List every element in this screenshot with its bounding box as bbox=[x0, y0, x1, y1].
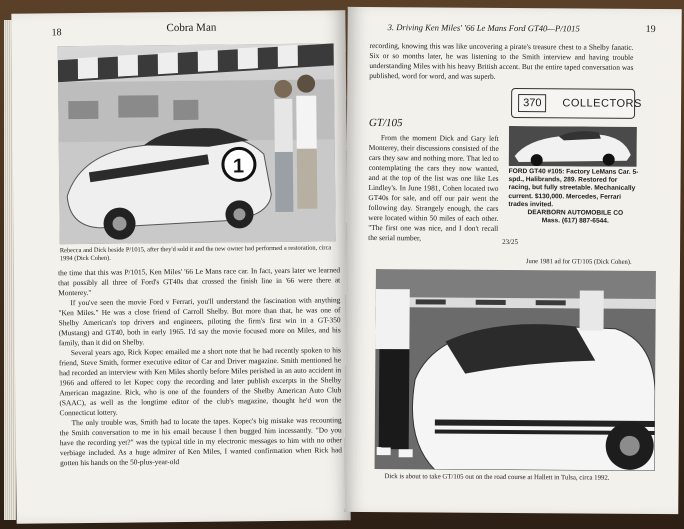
right-page bbox=[344, 7, 682, 514]
ad-line: spd., Halibrands, 289. Restored for bbox=[508, 176, 618, 184]
gt105-track-illustration bbox=[375, 269, 656, 471]
ad-section-number: 370 bbox=[518, 94, 546, 112]
left-paragraph: Several years ago, Rick Kopec emailed me a short note that he had recently spoken to his friend, Steve Smith, former executive editor of Car and Driver magazine. Smith mentioned he had recorded an interview with Ken Miles shortly before Miles perished in an auto accident in 1966 and offered to let Kopec copy the recording and later publish excerpts in the Shelby American magazine. Rick, who is one of the founders of the Shelby American Auto Club (SAAC), as well as the longtime editor of the club's magazine, thought he'd won the Connecticut lottery. bbox=[58, 345, 342, 418]
gt105-track-photo bbox=[375, 269, 656, 471]
left-body-text bbox=[58, 265, 342, 468]
ad-code: 23/25 bbox=[502, 237, 519, 247]
right-paragraph: recording, knowing this was like uncovering a pirate's treasure chest to a Shelby fanatic. Six or so months later, he was listening to the Smith interview and having trouble understanding Miles with his heavy British accent. But the entire taped conversation was published, word for word, and was superb. bbox=[369, 40, 634, 81]
right-section-text bbox=[368, 133, 499, 244]
ad-line: trades invited. bbox=[508, 200, 554, 209]
right-running-head: 3. Driving Ken Miles' '66 Le Mans Ford GT40—P/1015 bbox=[387, 22, 580, 34]
right-paragraph: From the moment Dick and Gary left Monterey, their discussions consisted of the cars they saw and nothing more. That led to contemplating the cars they now wanted, and at the top of the list was one like Les Lindley's. In June 1981, Cohen located two GT40s for sale, and off our pair went the following day. Strangely enough, the cars were located within 50 miles of each other. "The first one was nice, and I don't recall the serial number, bbox=[368, 133, 499, 243]
ad-line: FORD GT40 #105: Factory LeMans Car. 5- bbox=[508, 167, 639, 176]
section-heading: GT/105 bbox=[368, 116, 403, 130]
ad-car-illustration bbox=[509, 126, 637, 167]
gt40-couple-photo bbox=[58, 43, 336, 244]
ad-section-header bbox=[511, 88, 642, 119]
ad-line: current. $130,000. Mercedes, Ferrari bbox=[508, 192, 622, 201]
ad-dealer-phone: Mass. (617) 887-6544. bbox=[541, 217, 609, 225]
ad-caption: June 1981 ad for GT/105 (Dick Cohen). bbox=[525, 258, 632, 266]
right-page-number: 19 bbox=[645, 23, 656, 35]
left-paragraph: If you've seen the movie Ford v Ferrari, you'll understand the fascination with anything "Ken Miles." He was a close friend of Carroll Shelby. But more than that, he was one of Shelby American's top drivers and engineers, piloting the firm's first win in a GT-350 (Mustang) and GT40, both in early 1965. I'd say the movie focused more on Miles, and his family, than it did on Shelby. bbox=[58, 295, 341, 348]
ad-car-photo bbox=[509, 126, 637, 167]
gt40-couple-photo-illustration bbox=[58, 43, 336, 244]
right-photo-caption: Dick is about to take GT/105 out on the road course at Hallett in Tulsa, circa 1992. bbox=[384, 473, 610, 482]
left-photo-caption: Rebecca and Dick beside P/1015, after they'd sold it and the new owner had performed a restoration, circa 1994 (Dick Cohen). bbox=[59, 244, 332, 263]
svg-text:1: 1 bbox=[232, 155, 245, 178]
ad-section-title: COLLECTORS bbox=[562, 97, 642, 110]
right-top-text bbox=[369, 41, 633, 83]
ad-line: racing, but fully streetable. Mechanically bbox=[508, 184, 636, 193]
left-paragraph: The only trouble was, Smith had to locate the tapes. Kopec's big mistake was recounting the Smith conversation to me in his email because I then bugged him incessantly. "Do you have the recording yet?" was the typical title in my electronic messages to him with no other verbiage included. As a huge admirer of Ken Miles, I wanted confirmation when Rick had gotten his hands on the 50-plus-year-old bbox=[59, 415, 342, 468]
ad-text bbox=[508, 168, 642, 226]
left-page bbox=[11, 10, 350, 523]
left-page-number: 18 bbox=[51, 27, 62, 39]
ad-dealer: DEARBORN AUTOMOBILE CO bbox=[527, 209, 624, 217]
left-running-head: Cobra Man bbox=[166, 21, 217, 35]
left-paragraph: the time that this was P/1015, Ken Miles' '66 Le Mans race car. In fact, years later we learned that possibly all three of Ford's GT40s that crossed the finish line in '66 were there at Monterey." bbox=[58, 265, 341, 298]
